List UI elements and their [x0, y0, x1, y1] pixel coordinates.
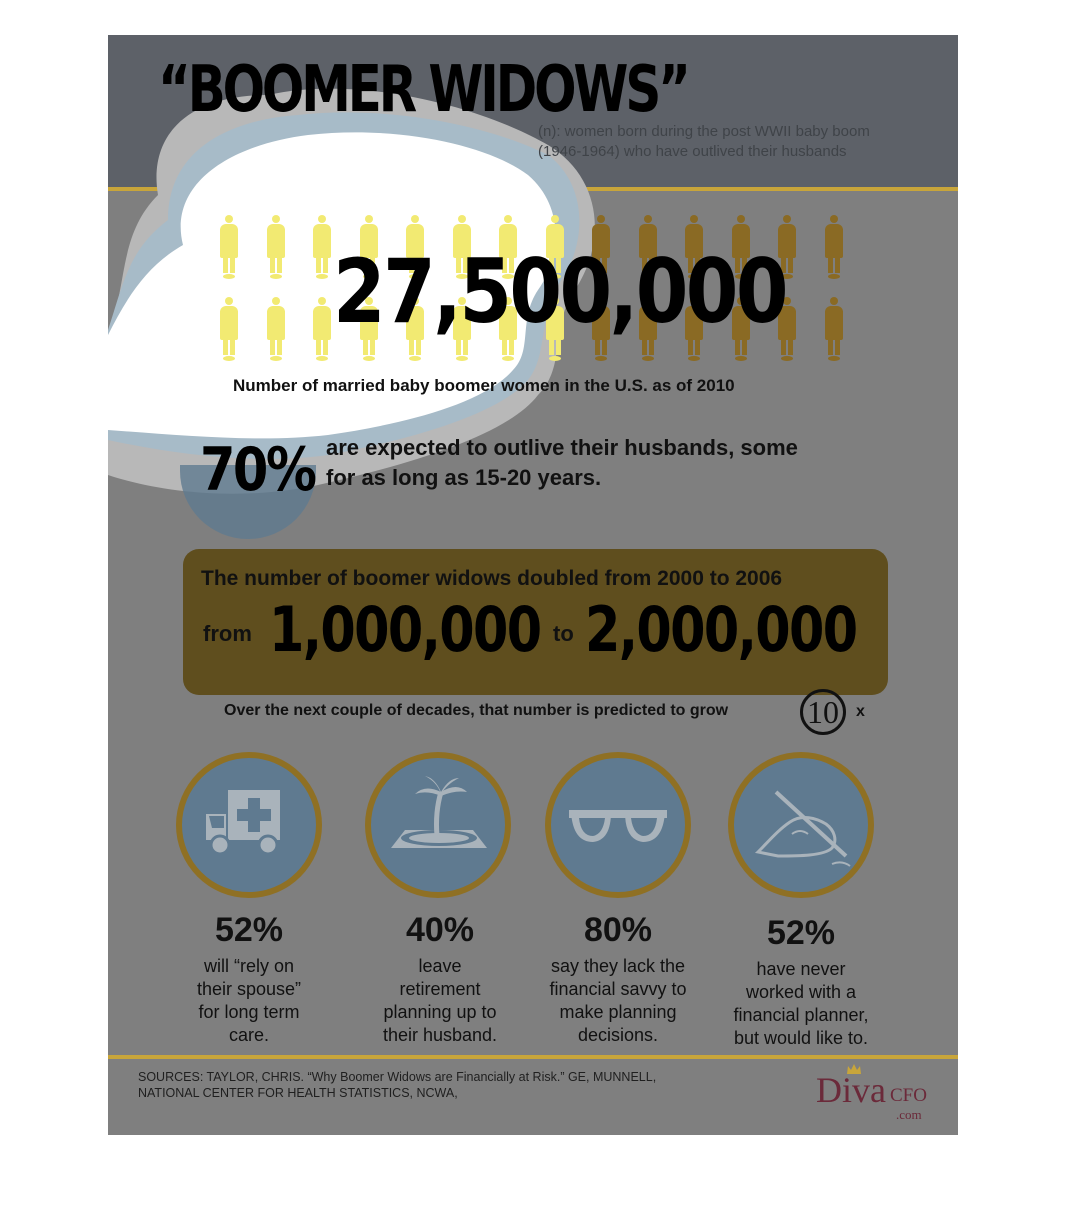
stat-1-badge: [176, 752, 322, 898]
stat-2-percent: 40%: [405, 911, 475, 949]
to-label: to: [553, 621, 574, 646]
definition-line-2: (1946-1964) who have outlived their husbands: [538, 143, 847, 160]
stat-3-badge: [545, 752, 691, 898]
logo-cfo-text: CFO: [890, 1085, 927, 1106]
doubled-panel: [183, 549, 888, 695]
growth-multiplier: 10: [800, 689, 846, 735]
outlive-text-line-2: for as long as 15-20 years.: [326, 465, 602, 490]
outlive-percent: 70%: [200, 435, 315, 505]
signing-hand-icon: [728, 752, 874, 898]
person-figure: [311, 297, 333, 363]
person-figure: [265, 297, 287, 363]
sources-footnote: SOURCES: TAYLOR, CHRIS. “Why Boomer Widows are Financially at Risk.” GE, MUNNELL, NATIONAL CENTER FOR HEALTH STATISTICS, NCWA,: [138, 1070, 657, 1100]
married-women-count: 27,500,000: [333, 240, 786, 343]
stat-1-description: will “rely on their spouse” for long term care.: [196, 956, 302, 1045]
growth-suffix: x: [856, 703, 865, 720]
divacfo-logo: [810, 1063, 950, 1123]
from-label: from: [203, 621, 252, 646]
person-figure: [265, 215, 287, 281]
doubled-headline: The number of boomer widows doubled from 2000 to 2006: [201, 567, 783, 590]
from-value: 1,000,000: [269, 593, 541, 666]
person-figure: [311, 215, 333, 281]
logo-diva-text: Diva: [816, 1070, 886, 1110]
stat-4-description: have never worked with a financial planner, but would like to.: [733, 959, 869, 1048]
person-figure: [218, 215, 240, 281]
logo-com-text: .com: [896, 1107, 922, 1122]
stat-4-badge: [728, 752, 874, 898]
infographic-poster: [108, 35, 958, 1135]
person-figure: [218, 297, 240, 363]
stat-3-description: say they lack the financial savvy to make planning decisions.: [549, 956, 687, 1045]
stat-3-percent: 80%: [583, 911, 653, 949]
to-value: 2,000,000: [585, 593, 857, 666]
stat-1-percent: 52%: [214, 911, 284, 949]
stat-2-description: leave retirement planning up to their husband.: [382, 956, 498, 1045]
sunglasses-icon: [545, 752, 691, 898]
stat-4-percent: 52%: [766, 914, 836, 952]
person-figure: [823, 215, 845, 281]
person-figure: [823, 297, 845, 363]
definition-line-1: (n): women born during the post WWII baby boom: [538, 123, 870, 140]
stat-2-badge: [365, 752, 511, 898]
page-title: “BOOMER WIDOWS”: [158, 53, 688, 127]
growth-text: Over the next couple of decades, that number is predicted to grow: [224, 702, 729, 719]
married-women-caption: Number of married baby boomer women in the U.S. as of 2010: [233, 376, 735, 395]
outlive-text-line-1: are expected to outlive their husbands, some: [326, 435, 798, 460]
footer-divider: [108, 1055, 958, 1059]
island-icon: [365, 752, 511, 898]
ambulance-icon: [176, 752, 322, 898]
